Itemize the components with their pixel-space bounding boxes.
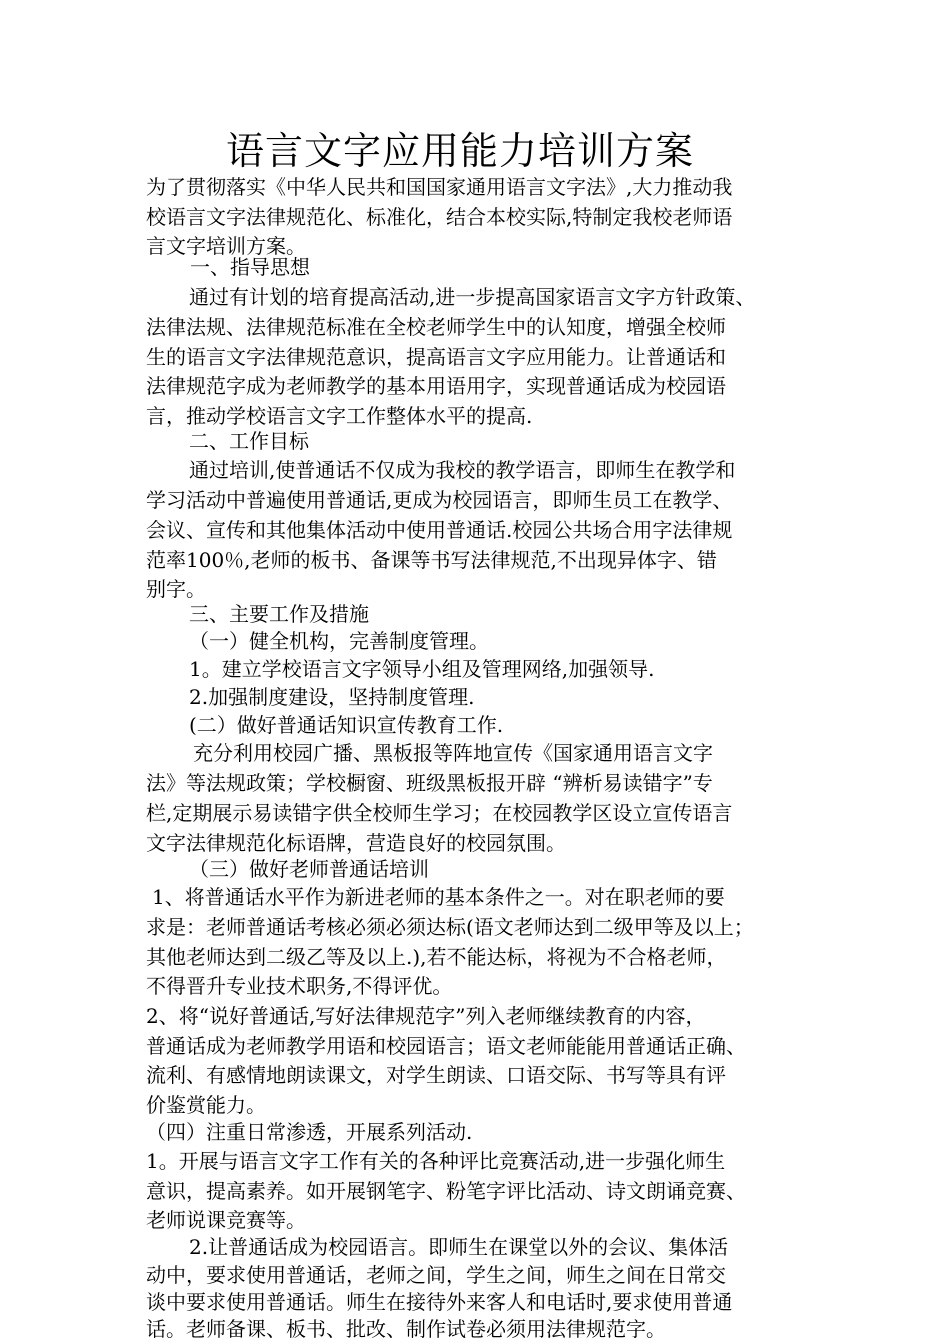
body-line: 话。老师备课、板书、批改、制作试卷必须用法律规范字。 [146,1317,666,1341]
body-line: 范率100％,老师的板书、备课等书写法律规范,不出现异体字、错 [146,548,717,572]
body-line: 法》等法规政策；学校橱窗、班级黑板报开辟 “辨析易读错字”专 [146,771,713,795]
body-line: 谈中要求使用普通话。师生在接待外来客人和电话时,要求使用普通 [146,1290,733,1314]
subsection-heading: （三）做好老师普通话培训 [189,857,429,881]
subsection-heading: （一）健全机构，完善制度管理。 [189,629,489,653]
body-line: 普通话成为老师教学用语和校园语言；语文老师能能用普通话正确、 [146,1034,746,1058]
body-line: 2、将“说好普通话,写好法律规范字”列入老师继续教育的内容， [146,1004,706,1028]
section-heading: 二、工作目标 [189,429,309,453]
body-line: 会议、宣传和其他集体活动中使用普通话.校园公共场合用字法律规 [146,518,733,542]
body-line: 价鉴赏能力。 [146,1093,266,1117]
body-line: 通过有计划的培育提高活动,进一步提高国家语言文字方针政策、 [189,285,756,309]
body-line: 通过培训,使普通话不仅成为我校的教学语言，即师生在教学和 [189,458,736,482]
body-line: 言，推动学校语言文字工作整体水平的提高. [146,404,533,428]
body-line: 法律法规、法律规范标准在全校老师学生中的认知度，增强全校师 [146,315,726,339]
body-line: 动中，要求使用普通话，老师之间，学生之间，师生之间在日常交 [146,1263,726,1287]
body-line: 学习活动中普遍使用普通话,更成为校园语言，即师生员工在教学、 [146,488,733,512]
subsection-heading: （四）注重日常渗透，开展系列活动. [146,1120,473,1144]
document-title: 语言文字应用能力培训方案 [225,129,694,173]
body-line: 别字。 [146,577,206,601]
body-line: 生的语言文字法律规范意识，提高语言文字应用能力。让普通话和 [146,345,726,369]
body-line: 老师说课竞赛等。 [146,1208,306,1232]
body-line: 不得晋升专业技术职务,不得评优。 [146,974,453,998]
body-line: 言文字培训方案。 [146,234,306,258]
body-line: 栏,定期展示易读错字供全校师生学习；在校园教学区设立宣传语言 [146,801,733,825]
subsection-heading: (二）做好普通话知识宣传教育工作. [189,713,504,737]
body-line: 意识，提高素养。如开展钢笔字、粉笔字评比活动、诗文朗诵竞赛、 [146,1179,746,1203]
body-line: 2.让普通话成为校园语言。即师生在课堂以外的会议、集体活 [189,1235,729,1259]
body-line: 1、将普通话水平作为新进老师的基本条件之一。对在职老师的要 [152,885,725,909]
section-heading: 一、指导思想 [190,255,310,279]
body-line: 文字法律规范化标语牌，营造良好的校园氛围。 [146,831,566,855]
body-line: 法律规范字成为老师教学的基本用语用字，实现普通话成为校园语 [146,374,726,398]
body-line: 校语言文字法律规范化、标准化，结合本校实际,特制定我校老师语 [146,205,733,229]
body-line: 充分利用校园广播、黑板报等阵地宣传《国家通用语言文字 [193,741,713,765]
body-line: 2.加强制度建设，坚持制度管理. [189,685,475,709]
body-line: 求是：老师普通话考核必须必须达标(语文老师达到二级甲等及以上； [146,915,754,939]
body-line: 1。开展与语言文字工作有关的各种评比竞赛活动,进一步强化师生 [146,1149,726,1173]
body-line: 为了贯彻落实《中华人民共和国国家通用语言文字法》,大力推动我 [146,175,733,199]
body-line: 流利、有感情地朗读课文，对学生朗读、口语交际、书写等具有评 [146,1063,726,1087]
section-heading: 三、主要工作及措施 [189,602,369,626]
body-line: 1。建立学校语言文字领导小组及管理网络,加强领导. [189,657,655,681]
body-line: 其他老师达到二级乙等及以上.),若不能达标，将视为不合格老师， [146,945,727,969]
